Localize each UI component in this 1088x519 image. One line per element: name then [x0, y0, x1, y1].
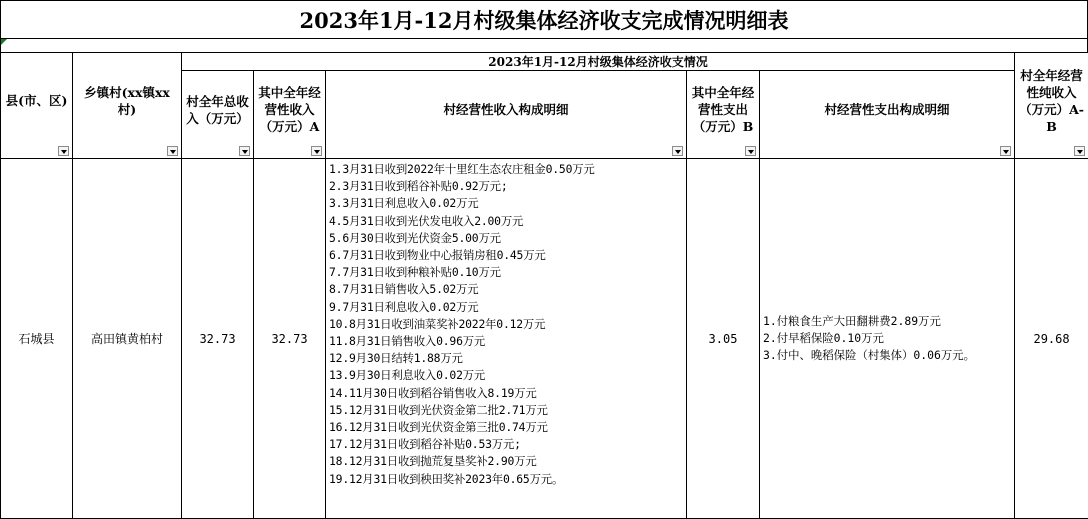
summary-table [0, 52, 1088, 519]
header-county-label: 县(市、区) [1, 92, 72, 119]
table-row [1, 159, 1088, 519]
filter-dropdown-icon[interactable] [58, 146, 69, 156]
cell-operating-income[interactable]: 32.73 [254, 159, 326, 519]
list-item: 6.7月31日收到物业中心报销房租0.45万元 [329, 247, 683, 264]
list-item: 1.付粮食生产大田翻耕费2.89万元 [763, 313, 1011, 330]
cell-indicator-icon [1, 39, 7, 45]
header-total-income-label: 村全年总收入（万元） [182, 93, 253, 137]
list-item: 3.付中、晚稻保险（村集体）0.06万元。 [763, 347, 1011, 364]
list-item: 5.6月30日收到光伏资金5.00万元 [329, 230, 683, 247]
filter-dropdown-icon[interactable] [167, 146, 178, 156]
list-item: 18.12月31日收到抛荒复垦奖补2.90万元 [329, 453, 683, 470]
list-item: 14.11月30日收到稻谷销售收入8.19万元 [329, 385, 683, 402]
header-village [73, 53, 182, 159]
header-income-detail [326, 71, 687, 159]
cell-expense-detail[interactable] [760, 159, 1015, 519]
cell-net-income[interactable]: 29.68 [1015, 159, 1088, 519]
header-operating-income [254, 71, 326, 159]
list-item: 11.8月31日销售收入0.96万元 [329, 333, 683, 350]
filter-dropdown-icon[interactable] [239, 146, 250, 156]
header-expense-detail [760, 71, 1015, 159]
list-item: 10.8月31日收到油菜奖补2022年0.12万元 [329, 316, 683, 333]
header-expense-detail-label: 村经营性支出构成明细 [760, 101, 1014, 128]
header-operating-expense [687, 71, 760, 159]
header-operating-expense-label: 其中全年经营性支出（万元）B [687, 84, 759, 145]
list-item: 8.7月31日销售收入5.02万元 [329, 281, 683, 298]
table-title: 2023年1月-12月村级集体经济收支完成情况明细表 [0, 0, 1088, 39]
blank-row [0, 38, 1088, 53]
header-net-income-label: 村全年经营性纯收入（万元）A-B [1015, 67, 1088, 145]
filter-dropdown-icon[interactable] [1074, 146, 1085, 156]
list-item: 19.12月31日收到秧田奖补2023年0.65万元。 [329, 471, 683, 488]
list-item: 9.7月31日利息收入0.02万元 [329, 299, 683, 316]
list-item: 15.12月31日收到光伏资金第二批2.71万元 [329, 402, 683, 419]
list-item: 3.3月31日利息收入0.02万元 [329, 195, 683, 212]
cell-operating-expense[interactable]: 3.05 [687, 159, 760, 519]
list-item: 7.7月31日收到种粮补贴0.10万元 [329, 264, 683, 281]
header-village-label: 乡镇村(xx镇xx村) [73, 84, 181, 128]
list-item: 2.付早稻保险0.10万元 [763, 330, 1011, 347]
cell-county[interactable]: 石城县 [1, 159, 73, 519]
filter-dropdown-icon[interactable] [1000, 146, 1011, 156]
header-total-income [182, 71, 254, 159]
cell-total-income[interactable]: 32.73 [182, 159, 254, 519]
list-item: 1.3月31日收到2022年十里红生态农庄租金0.50万元 [329, 161, 683, 178]
list-item: 16.12月31日收到光伏资金第三批0.74万元 [329, 419, 683, 436]
filter-dropdown-icon[interactable] [745, 146, 756, 156]
filter-dropdown-icon[interactable] [311, 146, 322, 156]
cell-income-detail[interactable] [326, 159, 687, 519]
list-item: 4.5月31日收到光伏发电收入2.00万元 [329, 213, 683, 230]
list-item: 12.9月30日结转1.88万元 [329, 350, 683, 367]
header-net-income [1015, 53, 1088, 159]
expense-detail-list [760, 313, 1014, 364]
cell-village[interactable]: 高田镇黄柏村 [73, 159, 182, 519]
group-header: 2023年1月-12月村级集体经济收支情况 [182, 53, 1015, 71]
list-item: 13.9月30日利息收入0.02万元 [329, 367, 683, 384]
income-detail-list [326, 159, 686, 490]
header-income-detail-label: 村经营性收入构成明细 [326, 101, 686, 128]
list-item: 17.12月31日收到稻谷补贴0.53万元; [329, 436, 683, 453]
header-operating-income-label: 其中全年经营性收入（万元）A [254, 84, 325, 145]
header-county [1, 53, 73, 159]
list-item: 2.3月31日收到稻谷补贴0.92万元; [329, 178, 683, 195]
filter-dropdown-icon[interactable] [672, 146, 683, 156]
